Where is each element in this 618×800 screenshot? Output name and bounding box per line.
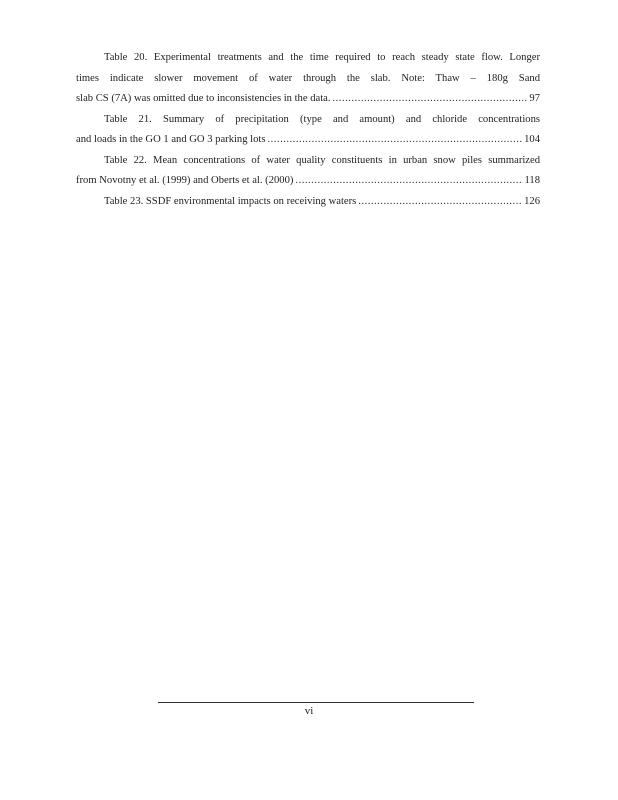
toc-entry-table-20[interactable] [76,48,540,110]
dot-leader [295,171,522,192]
toc-entry-last-line [76,130,540,151]
toc-page-number: 104 [524,134,540,145]
dot-leader [358,192,522,213]
toc-entry-line: Table 20. Experimental treatments and the time required to reach steady state flow. Longer [104,52,540,63]
toc-entry-line: times indicate slower movement of water through the slab. Note: Thaw – 180g Sand [76,72,540,84]
footer-rule [158,702,474,703]
toc-entry-line: Table 22. Mean concentrations of water quality constituents in urban snow piles summarized [104,154,540,166]
toc-entry-line: Table 21. Summary of precipitation (type and amount) and chloride concentrations [104,113,540,125]
toc-entry-text: from Novotny et al. (1999) and Oberts et al. (2000) [76,175,294,186]
toc-entry-table-22[interactable] [76,151,540,192]
toc-entry-last-line [76,192,540,213]
toc-entry-last-line [76,171,540,192]
page-number: vi [304,705,314,717]
toc-page-number: 126 [524,195,540,207]
list-of-tables [76,48,540,212]
toc-entry-last-line [76,89,540,110]
dot-leader [333,89,528,110]
toc-entry-table-23[interactable] [76,192,540,213]
toc-page-number: 97 [529,93,540,104]
toc-entry-text: and loads in the GO 1 and GO 3 parking lots [76,134,266,145]
toc-entry-text: Table 23. SSDF environmental impacts on receiving waters [104,195,357,207]
toc-entry-table-21[interactable] [76,110,540,151]
dot-leader [267,130,522,151]
toc-page-number: 118 [524,175,540,186]
toc-entry-text: slab CS (7A) was omitted due to inconsistencies in the data. [76,93,331,104]
